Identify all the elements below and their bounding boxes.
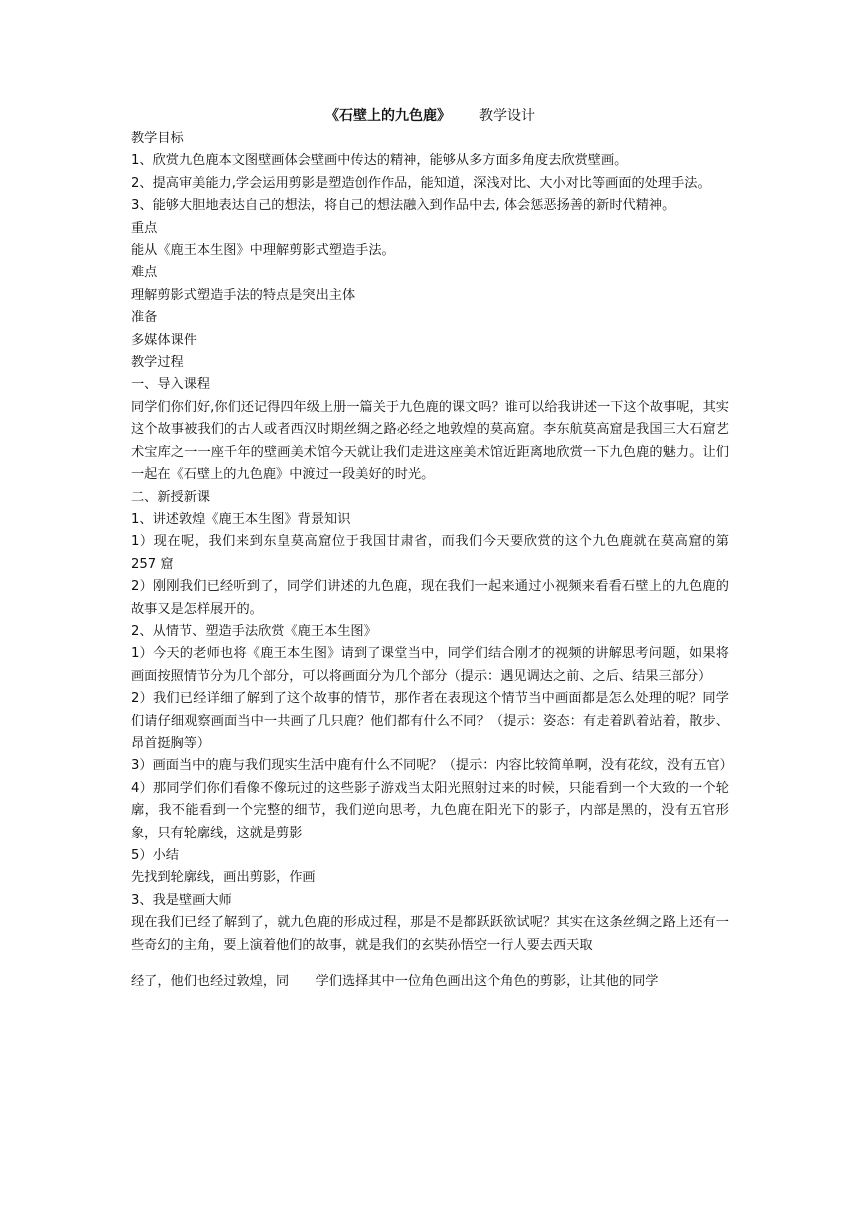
section-heading: 一、导入课程 — [131, 377, 211, 393]
heading-objectives: 教学目标 — [131, 131, 184, 146]
paragraph: 先找到轮廓线，画出剪影，作画 — [131, 870, 316, 886]
paragraph: 同学们你们好,你们还记得四年级上册一篇关于九色鹿的课文吗？谁可以给我讲述一下这个故事呢，其实这个故事被我们的古人或者西汉时期丝绸之路必经之地敦煌的莫高窟。李东航莫高窟是我国三大石窟艺术宝库之一一座千年的壁画美术馆今天就让我们走进这座美术馆近距离地欣赏一下九色鹿的魅力。让们一起在《石壁上的九色鹿》中渡过一段美好的时光。 — [131, 399, 729, 483]
section-heading: 二、新授新课 — [131, 489, 211, 505]
heading-preparation: 准备 — [131, 310, 158, 326]
paragraph: 现在我们已经了解到了，就九色鹿的形成过程，那是不是都跃跃欲试呢？其实在这条丝绸之路上还有一些奇幻的主角，要上演着他们的故事，就是我们的玄奘孙悟空一行人要去西天取 — [131, 915, 729, 953]
paragraph: 3）画面当中的鹿与我们现实生活中鹿有什么不同呢？（提示：内容比较简单啊，没有花纹，没有五官） — [131, 758, 733, 774]
paragraph: 理解剪影式塑造手法的特点是突出主体 — [131, 287, 356, 303]
paragraph: 2）刚刚我们已经听到了，同学们讲述的九色鹿，现在我们一起来通过小视频来看看石壁上的九色鹿的故事又是怎样展开的。 — [131, 579, 729, 617]
document-title: 《石壁上的九色鹿》 — [325, 108, 451, 124]
paragraph: 1）今天的老师也将《鹿王本生图》请到了课堂当中，同学们结合刚才的视频的讲解思考问题，如果将画面按照情节分为几个部分，可以将画面分为几个部分（提示：遇见调达之前、之后、结果三部分） — [131, 646, 729, 684]
subsection-heading: 1、讲述敦煌《鹿王本生图》背景知识 — [131, 511, 351, 527]
title-row — [0, 106, 860, 126]
paragraph: 3、能够大胆地表达自己的想法，将自己的想法融入到作品中去, 体会惩恶扬善的新时代精神。 — [131, 198, 676, 214]
document-body — [131, 128, 733, 993]
document-subtitle: 教学设计 — [479, 108, 535, 124]
paragraph: 经了，他们也经过敦煌，同 学们选择其中一位角色画出这个角色的剪影，让其他的同学 — [131, 974, 659, 990]
paragraph: 多媒体课件 — [131, 332, 197, 348]
subsection-heading: 2、从情节、塑造手法欣赏《鹿王本生图》 — [131, 623, 377, 639]
paragraph: 2、提高审美能力,学会运用剪影是塑造创作作品，能知道，深浅对比、大小对比等画面的处理手法。 — [131, 175, 711, 191]
subsection-heading: 3、我是壁画大师 — [131, 892, 232, 908]
heading-difficulties: 难点 — [131, 265, 158, 281]
paragraph: 4）那同学们你们看像不像玩过的这些影子游戏当太阳光照射过来的时候，只能看到一个大致的一个轮廓，我不能看到一个完整的细节，我们逆向思考，九色鹿在阳光下的影子，内部是黑的，没有五官形象，只有轮廓线，这就是剪影 — [131, 780, 729, 841]
paragraph: 1、欣赏九色鹿本文图壁画体会壁画中传达的精神，能够从多方面多角度去欣赏壁画。 — [131, 153, 628, 169]
paragraph: 5）小结 — [131, 848, 179, 863]
heading-process: 教学过程 — [131, 355, 184, 371]
paragraph: 1）现在呢，我们来到东皇莫高窟位于我国甘肃省，而我们今天要欣赏的这个九色鹿就在莫高窟的第 257 窟 — [131, 534, 729, 572]
paragraph: 能从《鹿王本生图》中理解剪影式塑造手法。 — [131, 243, 395, 259]
heading-key-points: 重点 — [131, 220, 158, 236]
paragraph: 2）我们已经详细了解到了这个故事的情节，那作者在表现这个情节当中画面都是怎么处理的呢？同学们请仔细观察画面当中一共画了几只鹿？他们都有什么不同？（提示：姿态：有走着趴着站着，散步、昂首挺胸等） — [131, 691, 729, 751]
